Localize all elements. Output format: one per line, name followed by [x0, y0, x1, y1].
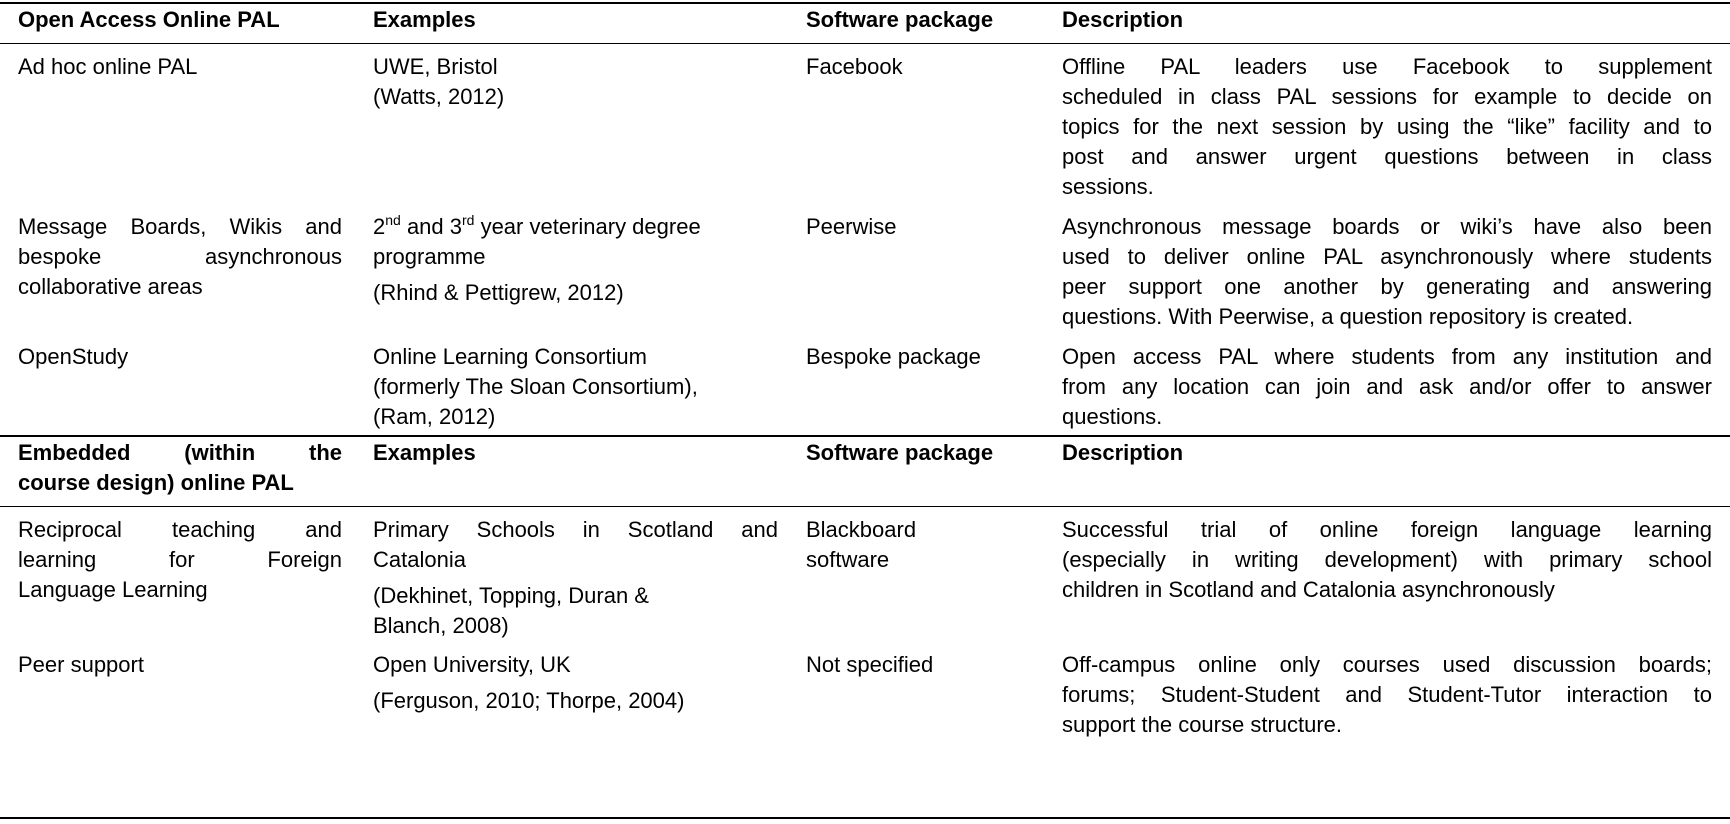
type-line: bespoke asynchronous	[18, 244, 342, 269]
type-line: learning for Foreign	[18, 547, 342, 572]
example-text: Primary Schools in Scotland and	[373, 517, 778, 542]
row-message-boards-examples	[373, 212, 778, 308]
row-reciprocal-examples	[373, 515, 778, 641]
example-reference: (Ferguson, 2010; Thorpe, 2004)	[373, 688, 685, 713]
description-line: support the course structure.	[1062, 712, 1343, 737]
example-reference: (Dekhinet, Topping, Duran &	[373, 583, 649, 608]
row-reciprocal-description	[1062, 515, 1712, 605]
header-description: Description	[1062, 7, 1184, 32]
description-line: post and answer urgent questions between in class	[1062, 144, 1712, 169]
example-text: programme	[373, 244, 486, 269]
example-reference: (Ram, 2012)	[373, 404, 496, 429]
row-message-boards-description	[1062, 212, 1712, 332]
description-line: Offline PAL leaders use Facebook to supplement	[1062, 54, 1712, 79]
description-line: Asynchronous message boards or wiki’s have also been	[1062, 214, 1712, 239]
header-software: Software package	[806, 7, 994, 32]
header-line: Embedded (within the	[18, 440, 342, 465]
description-line: (especially in writing development) with primary school	[1062, 547, 1712, 572]
example-text: (formerly The Sloan Consortium),	[373, 374, 698, 399]
description-line: children in Scotland and Catalonia asynchronously	[1062, 577, 1555, 602]
description-line: sessions.	[1062, 174, 1154, 199]
type-line: collaborative areas	[18, 274, 203, 299]
example-text: Open University, UK	[373, 652, 571, 677]
header-line: course design) online PAL	[18, 470, 294, 495]
software-line: Blackboard	[806, 517, 917, 542]
header-software-2: Software package	[806, 440, 994, 465]
row-adhoc-examples	[373, 52, 778, 112]
description-line: Off-campus online only courses used discussion boards;	[1062, 652, 1712, 677]
example-text: 2nd and 3rd year veterinary degree	[373, 212, 701, 239]
header-rule-1	[0, 43, 1730, 44]
row-peer-support-description	[1062, 650, 1712, 740]
description-line: questions. With Peerwise, a question repository is created.	[1062, 304, 1634, 329]
example-text: Catalonia	[373, 547, 466, 572]
row-message-boards-software: Peerwise	[806, 214, 897, 239]
row-message-boards-type	[18, 212, 342, 302]
software-line: software	[806, 547, 890, 572]
example-reference: (Watts, 2012)	[373, 84, 505, 109]
row-reciprocal-type	[18, 515, 342, 605]
type-line: Language Learning	[18, 577, 208, 602]
header-description-2: Description	[1062, 440, 1184, 465]
description-line: questions.	[1062, 404, 1163, 429]
header-examples-2: Examples	[373, 440, 476, 465]
row-openstudy-type: OpenStudy	[18, 344, 129, 369]
description-line: Open access PAL where students from any institution and	[1062, 344, 1712, 369]
description-line: peer support one another by generating and answering	[1062, 274, 1712, 299]
row-peer-support-type: Peer support	[18, 652, 144, 677]
description-line: scheduled in class PAL sessions for example to decide on	[1062, 84, 1712, 109]
row-reciprocal-software	[806, 515, 1046, 575]
type-line: Reciprocal teaching and	[18, 517, 342, 542]
bottom-rule	[0, 817, 1730, 819]
row-adhoc-description	[1062, 52, 1712, 202]
type-line: Message Boards, Wikis and	[18, 214, 342, 239]
row-peer-support-examples	[373, 650, 778, 716]
example-reference: (Rhind & Pettigrew, 2012)	[373, 280, 624, 305]
description-line: forums; Student-Student and Student-Tutor interaction to	[1062, 682, 1712, 707]
section-divider-rule	[0, 435, 1730, 437]
header-examples: Examples	[373, 7, 476, 32]
row-openstudy-description	[1062, 342, 1712, 432]
description-line: topics for the next session by using the “like” facility and to	[1062, 114, 1712, 139]
header-type-embedded	[18, 438, 342, 498]
header-type-open-access: Open Access Online PAL	[18, 7, 280, 32]
description-line: Successful trial of online foreign language learning	[1062, 517, 1712, 542]
row-openstudy-examples	[373, 342, 778, 432]
example-text: Online Learning Consortium	[373, 344, 647, 369]
row-adhoc-software: Facebook	[806, 54, 903, 79]
row-adhoc-type: Ad hoc online PAL	[18, 54, 198, 79]
description-line: from any location can join and ask and/or offer to answer	[1062, 374, 1712, 399]
example-text: UWE, Bristol	[373, 54, 498, 79]
example-reference: Blanch, 2008)	[373, 613, 509, 638]
description-line: used to deliver online PAL asynchronously where students	[1062, 244, 1712, 269]
top-rule	[0, 2, 1730, 4]
header-rule-2	[0, 506, 1730, 507]
row-peer-support-software: Not specified	[806, 652, 934, 677]
row-openstudy-software: Bespoke package	[806, 344, 981, 369]
